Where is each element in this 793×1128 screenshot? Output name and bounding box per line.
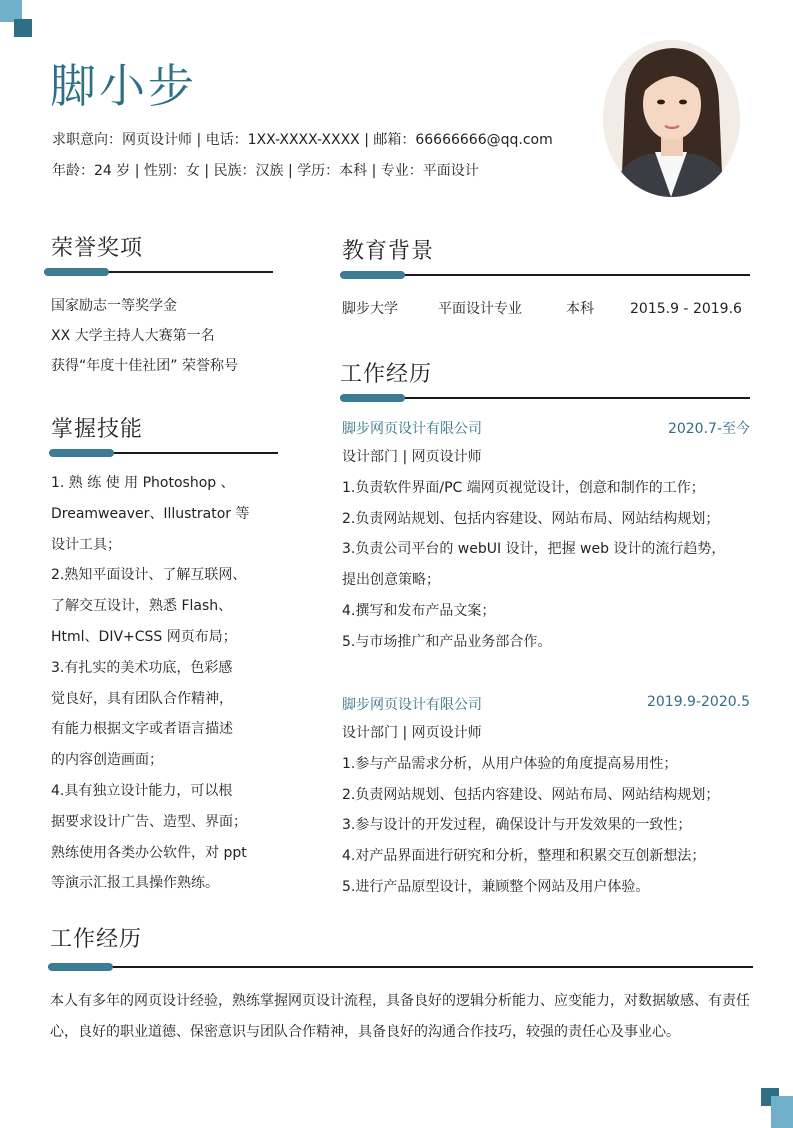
skill-line: 的内容创造画面； — [51, 752, 163, 769]
skill-line: 等演示汇报工具操作熟练。 — [51, 875, 219, 892]
skills-title: 掌握技能 — [51, 417, 144, 442]
honors-title: 荣誉奖项 — [51, 236, 144, 261]
education-degree: 本科 — [566, 301, 594, 317]
honor-item: XX 大学主持人大赛第一名 — [51, 328, 215, 344]
job-duty: 4.对产品界面进行研究和分析，整理和积累交互创新想法； — [342, 848, 706, 865]
section-accent-bar — [49, 449, 114, 457]
job-duty: 2.负责网站规划、包括内容建设、网站布局、网站结构规划； — [342, 786, 720, 803]
corner-square-dark — [14, 19, 32, 37]
section-accent-bar — [44, 268, 109, 276]
skill-line: 了解交互设计，熟悉 Flash、 — [51, 598, 233, 615]
skill-line: 觉良好，具有团队合作精神， — [51, 690, 233, 707]
education-title: 教育背景 — [342, 239, 435, 264]
job-duty: 3.负责公司平台的 webUI 设计，把握 web 设计的流行趋势， — [342, 541, 726, 558]
education-major: 平面设计专业 — [438, 301, 522, 317]
contact-info-line: 求职意向：网页设计师 | 电话：1XX-XXXX-XXXX | 邮箱：66666666@qq.com — [52, 132, 553, 148]
summary-text: 本人有多年的网页设计经验，熟练掌握网页设计流程，具备良好的逻辑分析能力、应变能力，对数据敏感、有责任心，良好的职业道德、保密意识与团队合作精神，具备良好的沟通合作技巧，较强的责任心及事业心。 — [50, 993, 750, 1040]
profile-photo — [603, 40, 740, 197]
skill-line: 2.熟知平面设计、了解互联网、 — [51, 567, 247, 584]
job-duty: 1.负责软件界面/PC 端网页视觉设计，创意和制作的工作； — [342, 479, 705, 496]
job-details — [342, 442, 762, 658]
job-role: 设计部门 | 网页设计师 — [342, 725, 482, 741]
job-period: 2020.7-至今 — [667, 421, 750, 437]
personal-info-line: 年龄：24 岁 | 性别：女 | 民族：汉族 | 学历：本科 | 专业：平面设计 — [52, 163, 479, 179]
honor-item: 国家励志一等奖学金 — [51, 298, 177, 314]
skill-line: 熟练使用各类办公软件，对 ppt — [51, 844, 247, 861]
summary-title: 工作经历 — [50, 927, 143, 952]
job-duty: 提出创意策略； — [342, 572, 440, 589]
corner-square-light — [771, 1096, 793, 1128]
job-period: 2019.9-2020.5 — [646, 694, 750, 710]
skill-line: 1. 熟 练 使 用 Photoshop 、 — [51, 475, 235, 491]
section-accent-bar — [340, 394, 405, 402]
job-details — [342, 718, 762, 903]
job-duty: 5.进行产品原型设计，兼顾整个网站及用户体验。 — [342, 878, 650, 895]
section-divider — [48, 966, 753, 968]
job-duty: 2.负责网站规划、包括内容建设、网站布局、网站结构规划； — [342, 510, 720, 527]
job-company: 脚步网页设计有限公司 — [342, 421, 482, 437]
education-row — [342, 298, 742, 318]
job-company: 脚步网页设计有限公司 — [342, 697, 482, 713]
skill-line: Html、DIV+CSS 网页布局； — [51, 628, 237, 645]
skill-line: 4.具有独立设计能力，可以根 — [51, 782, 233, 799]
job-duty: 3.参与设计的开发过程，确保设计与开发效果的一致性； — [342, 817, 692, 834]
skill-line: 有能力根据文字或者语言描述 — [51, 721, 233, 738]
skill-line: 设计工具； — [51, 536, 121, 553]
section-accent-bar — [48, 963, 113, 971]
education-period: 2015.9 - 2019.6 — [630, 301, 742, 317]
education-school: 脚步大学 — [342, 301, 398, 317]
honor-item: 获得“年度十佳社团” 荣誉称号 — [51, 358, 238, 374]
job-role: 设计部门 | 网页设计师 — [342, 449, 482, 465]
section-accent-bar — [340, 271, 405, 279]
job-duty: 5.与市场推广和产品业务部合作。 — [342, 633, 552, 650]
work-title: 工作经历 — [340, 362, 433, 387]
skills-list — [51, 468, 291, 899]
skill-line: Dreamweaver、Illustrator 等 — [51, 505, 250, 522]
skill-line: 3.有扎实的美术功底，色彩感 — [51, 659, 233, 676]
skill-line: 据要求设计广告、造型、界面； — [51, 813, 247, 830]
job-duty: 1.参与产品需求分析，从用户体验的角度提高易用性； — [342, 755, 678, 772]
honors-list — [51, 291, 291, 381]
candidate-name: 脚小步 — [50, 59, 197, 113]
job-duty: 4.撰写和发布产品文案； — [342, 602, 496, 619]
